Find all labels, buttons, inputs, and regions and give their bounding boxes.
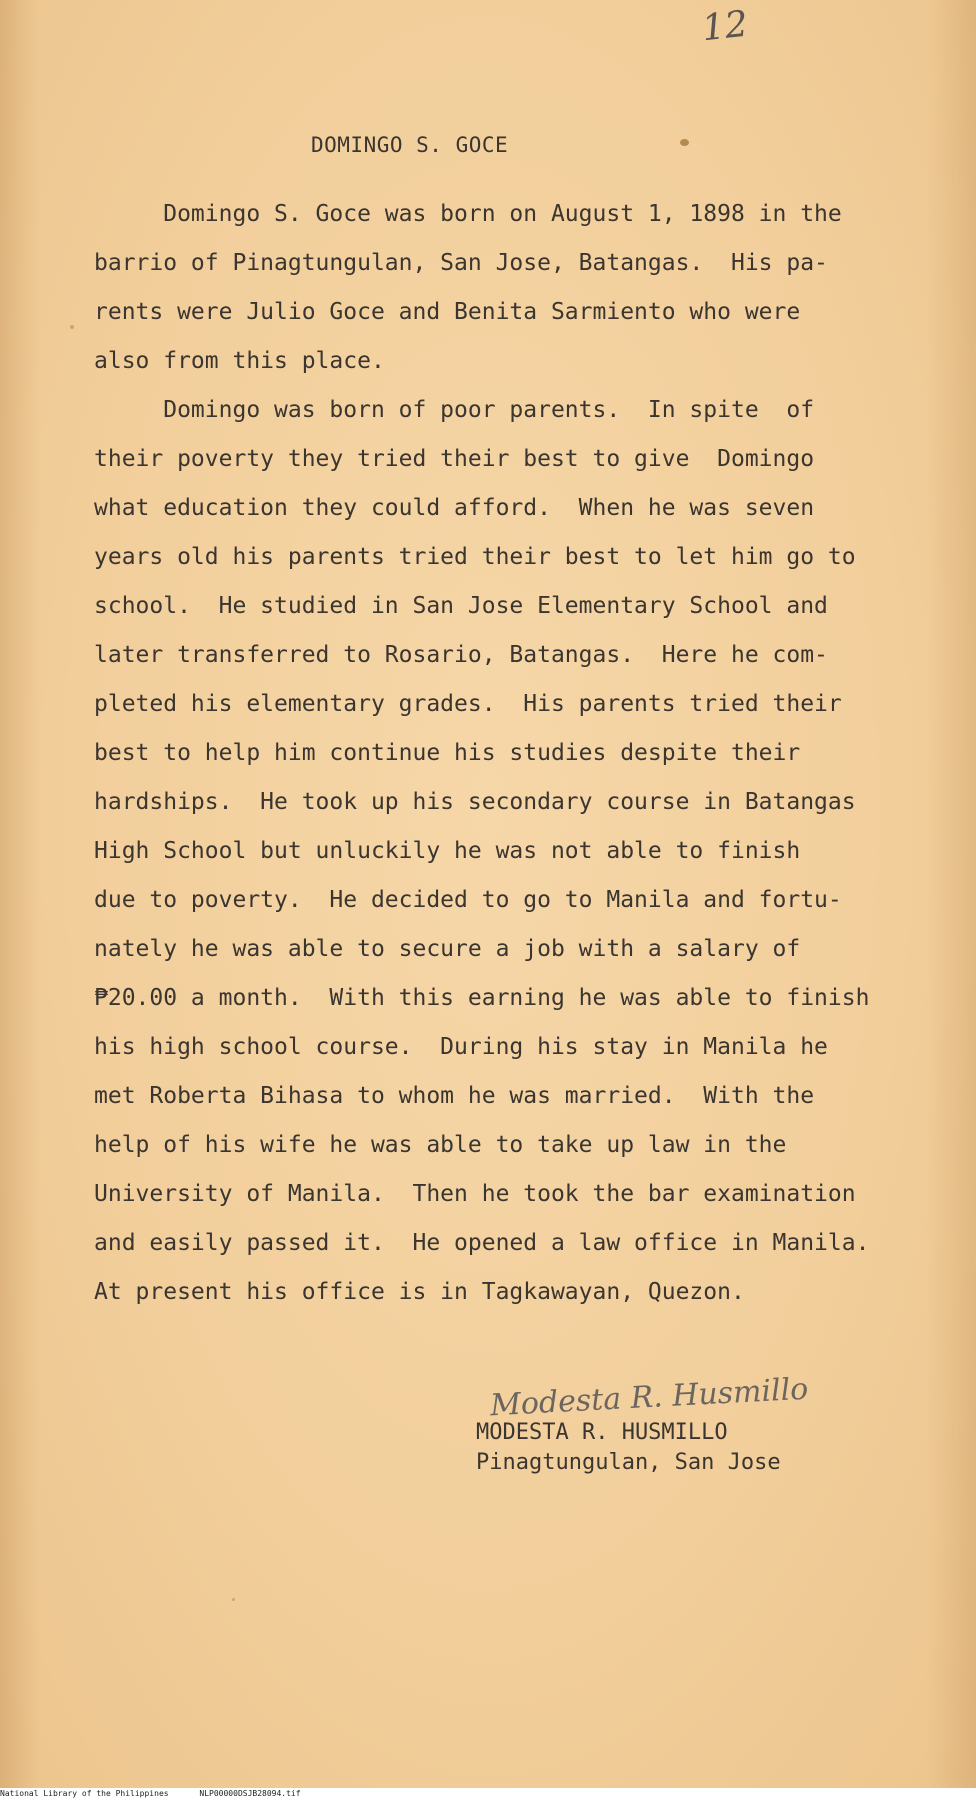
document-title: DOMINGO S. GOCE: [311, 133, 509, 157]
body-line: and easily passed it. He opened a law office in Manila.: [94, 1230, 870, 1256]
handwritten-page-number: 12: [699, 3, 750, 50]
body-line: rents were Julio Goce and Benita Sarmiento who were: [94, 299, 801, 325]
body-line: Domingo was born of poor parents. In spite of: [94, 397, 815, 423]
handwritten-signature: Modesta R. Husmillo: [489, 1371, 810, 1424]
body-line: hardships. He took up his secondary course in Batangas: [94, 789, 856, 815]
body-line: later transferred to Rosario, Batangas. Here he com-: [94, 642, 828, 668]
body-line: also from this place.: [94, 348, 385, 374]
signature-block: [476, 1371, 810, 1478]
body-line: best to help him continue his studies despite their: [94, 740, 801, 766]
body-line: what education they could afford. When he was seven: [94, 495, 815, 521]
body-line: his high school course. During his stay in Manila he: [94, 1034, 828, 1060]
body-line: High School but unluckily he was not able to finish: [94, 838, 801, 864]
body-line: years old his parents tried their best to let him go to: [94, 544, 856, 570]
body-line: met Roberta Bihasa to whom he was married. With the: [94, 1083, 815, 1109]
body-line: At present his office is in Tagkawayan, Quezon.: [94, 1279, 745, 1305]
body-line: University of Manila. Then he took the bar examination: [94, 1181, 856, 1207]
body-line: ₱20.00 a month. With this earning he was able to finish: [94, 985, 870, 1011]
scan-footer: [0, 1788, 976, 1800]
body-line: school. He studied in San Jose Elementary School and: [94, 593, 828, 619]
author-name: MODESTA R. HUSMILLO: [476, 1420, 728, 1445]
paper-speck: [70, 325, 74, 329]
body-line: help of his wife he was able to take up law in the: [94, 1132, 787, 1158]
body-line: their poverty they tried their best to give Domingo: [94, 446, 815, 472]
paper-speck: [680, 139, 689, 146]
body-text: [94, 190, 934, 1317]
author-place: Pinagtungulan, San Jose: [476, 1450, 781, 1475]
footer-filename: NLP00000DSJB28094.tif: [199, 1789, 301, 1798]
body-line: due to poverty. He decided to go to Manila and fortu-: [94, 887, 842, 913]
paper-speck: [232, 1598, 235, 1601]
footer-library: National Library of the Philippines: [0, 1789, 169, 1798]
body-line: Domingo S. Goce was born on August 1, 1898 in the: [94, 201, 842, 227]
body-line: nately he was able to secure a job with a salary of: [94, 936, 801, 962]
body-line: pleted his elementary grades. His parents tried their: [94, 691, 842, 717]
body-line: barrio of Pinagtungulan, San Jose, Batangas. His pa-: [94, 250, 828, 276]
